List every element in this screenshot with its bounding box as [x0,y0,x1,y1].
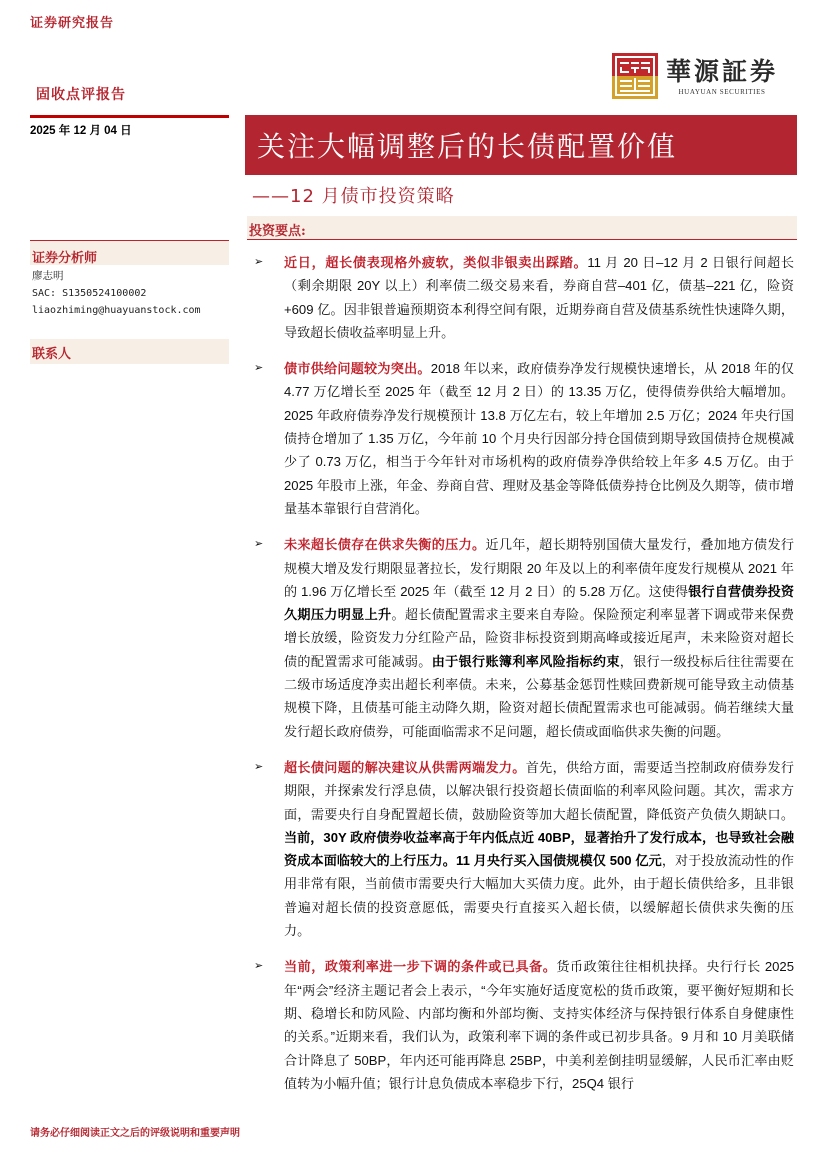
analyst-name: 廖志明 [32,270,64,282]
highlight-item [254,357,794,520]
highlight-text: 近几年，超长期特别国债大量发行，叠加地方债发行规模大增及发行期限显著拉长，发行期限 20 年及以上的利率债年度发行规模从 2021 年的 1.96 万亿增长至 2025 年（截至 12 月 2 日）的 5.28 万亿。这使得 [284,537,795,599]
bullet-arrow-icon: ➢ [254,538,264,551]
contact-heading [30,339,229,364]
highlight-text: 2018 年以来，政府债券净发行规模快速增长，从 2018 年的仅 4.77 万亿增长至 2025 年（截至 12 月 2 日）的 13.35 万亿，使得债券供给大幅增加。2025 年政府债券净发行规模预计 13.8 万亿左右，较上年增加 2.5 万亿；2024 年央行国债持仓增加了 1.35 万亿，今年前 10 个月央行因部分持仓国债到期导致国债持仓规模减少了 0.73 万亿，相当于今年针对市场机构的政府债券净供给较上年多 4.5 万亿。由于 2025 年股市上涨，年金、券商自营、理财及基金等降低债券持仓比例及久期等，债市增量基本靠银行自营消化。 [284,361,795,516]
logo-mark-icon [612,53,658,99]
report-title: 关注大幅调整后的长债配置价值 [257,130,678,163]
logo-name-cn: 華源証券 [666,56,779,86]
investment-highlights-label: 投资要点: [249,224,306,239]
analyst-info [32,268,201,319]
highlight-lead: 近日，超长债表现格外疲软，类似非银卖出踩踏。 [284,255,588,270]
highlight-text: ，银行一级投标后往往需要在二级市场适度净卖出超长利率债。未来，公募基金惩罚性赎回费新规可能导致主动债基规模下降，且债基可能主动降久期，险资对超长债配置需求也可能减弱。倘若继续大量发行超长政府债券，可能面临需求不足问题，超长债或面临供求失衡的问题。 [284,653,795,739]
analyst-email[interactable]: liaozhiming@huayuanstock.com [32,305,201,316]
highlight-text: ，对于投放流动性的作用非常有限，当前债市需要央行大幅加大买债力度。此外，由于超长债供给多，且非银普遍对超长债的投资意愿低，需要央行直接买入超长债，以缓解超长债供求失衡的压力。 [284,853,794,939]
bullet-arrow-icon: ➢ [254,760,264,773]
highlight-text: 。超长债配置需求主要来自寿险。保险预定利率显著下调或带来保费增长放缓，险资发力分红险产品，险资非标投资到期高峰或接近尾声，未来险资对超长债的配置需求可能减弱。 [284,607,795,669]
analyst-heading-label: 证券分析师 [32,251,98,266]
highlight-lead: 超长债问题的解决建议从供需两端发力。 [284,759,526,775]
investment-highlights-heading [247,216,797,240]
report-category-label: 固收点评报告 [36,87,126,103]
highlight-emphasis: 当前，30Y 政府债券收益率高于年内低点近 40BP，显著抬升了发行成本，也导致社会融资成本面临较大的上行压力。11 月央行买入国债规模仅 500 亿元 [284,829,794,869]
highlight-text: 货币政策往往相机抉择。央行行长 2025 年“两会”经济主题记者会上表示，“今年实施好适度宽松的货币政策，要平衡好短期和长期、稳增长和防风险、内部均衡和外部均衡、支持实体经济与保持银行体系自身健康性的关系。”近期来看，我们认为，政策利率下调的条件或已初步具备。9 月和 10 月美联储合计降息了 50BP，年内还可能再降息 25BP，中美利差倒挂明显缓解，人民币汇率由贬值转为小幅升值；银行计息负债成本率稳步下行，25Q4 银行 [284,959,794,1091]
disclaimer-footer: 请务必仔细阅读正文之后的评级说明和重要声明 [30,1128,240,1139]
analyst-sac: SAC: S1350524100002 [32,288,147,299]
bullet-arrow-icon: ➢ [254,256,264,268]
highlight-item [254,251,794,344]
report-date: 2025 年 12 月 04 日 [30,125,132,137]
report-subtitle: ——12 月债市投资策略 [252,186,455,207]
highlight-lead: 债市供给问题较为突出。 [284,361,431,377]
highlight-item [254,756,794,942]
highlight-text: 11 月 20 日–12 月 2 日银行间超长（剩余期限 20Y 以上）利率债二级交易来看，券商自营–401 亿，债基–221 亿，险资+609 亿。因非银普遍预期资本利得空间有限，近期券商自营及债基系统性快速降久期，导致超长债收益率明显上升。 [284,255,794,340]
bullet-arrow-icon: ➢ [254,362,264,375]
header-divider [30,115,229,118]
company-logo [612,53,778,99]
highlight-item [254,533,794,743]
highlight-emphasis: 银行自营债券投资久期压力明显上升 [284,583,795,623]
title-banner [245,115,797,175]
logo-name-en: HUAYUAN SECURITIES [678,87,766,96]
bullet-arrow-icon: ➢ [254,960,264,973]
highlight-lead: 未来超长债存在供求失衡的压力。 [284,537,486,553]
highlight-emphasis: 由于银行账簿利率风险指标约束 [431,653,620,669]
highlight-item [254,955,794,1095]
investment-highlights-list [254,251,794,1108]
highlight-lead: 当前，政策利率进一步下调的条件或已具备。 [284,959,557,975]
contact-heading-label: 联系人 [32,347,72,362]
highlight-text: 首先，供给方面，需要适当控制政府债券发行期限，并探索发行浮息债，以解决银行投资超长债面临的利率风险问题。其次，需求方面，需要央行自身配置超长债，鼓励险资等加大超长债配置，降低资产负债久期缺口。 [284,759,795,822]
analyst-heading [30,240,229,265]
report-type-label: 证券研究报告 [30,16,115,31]
